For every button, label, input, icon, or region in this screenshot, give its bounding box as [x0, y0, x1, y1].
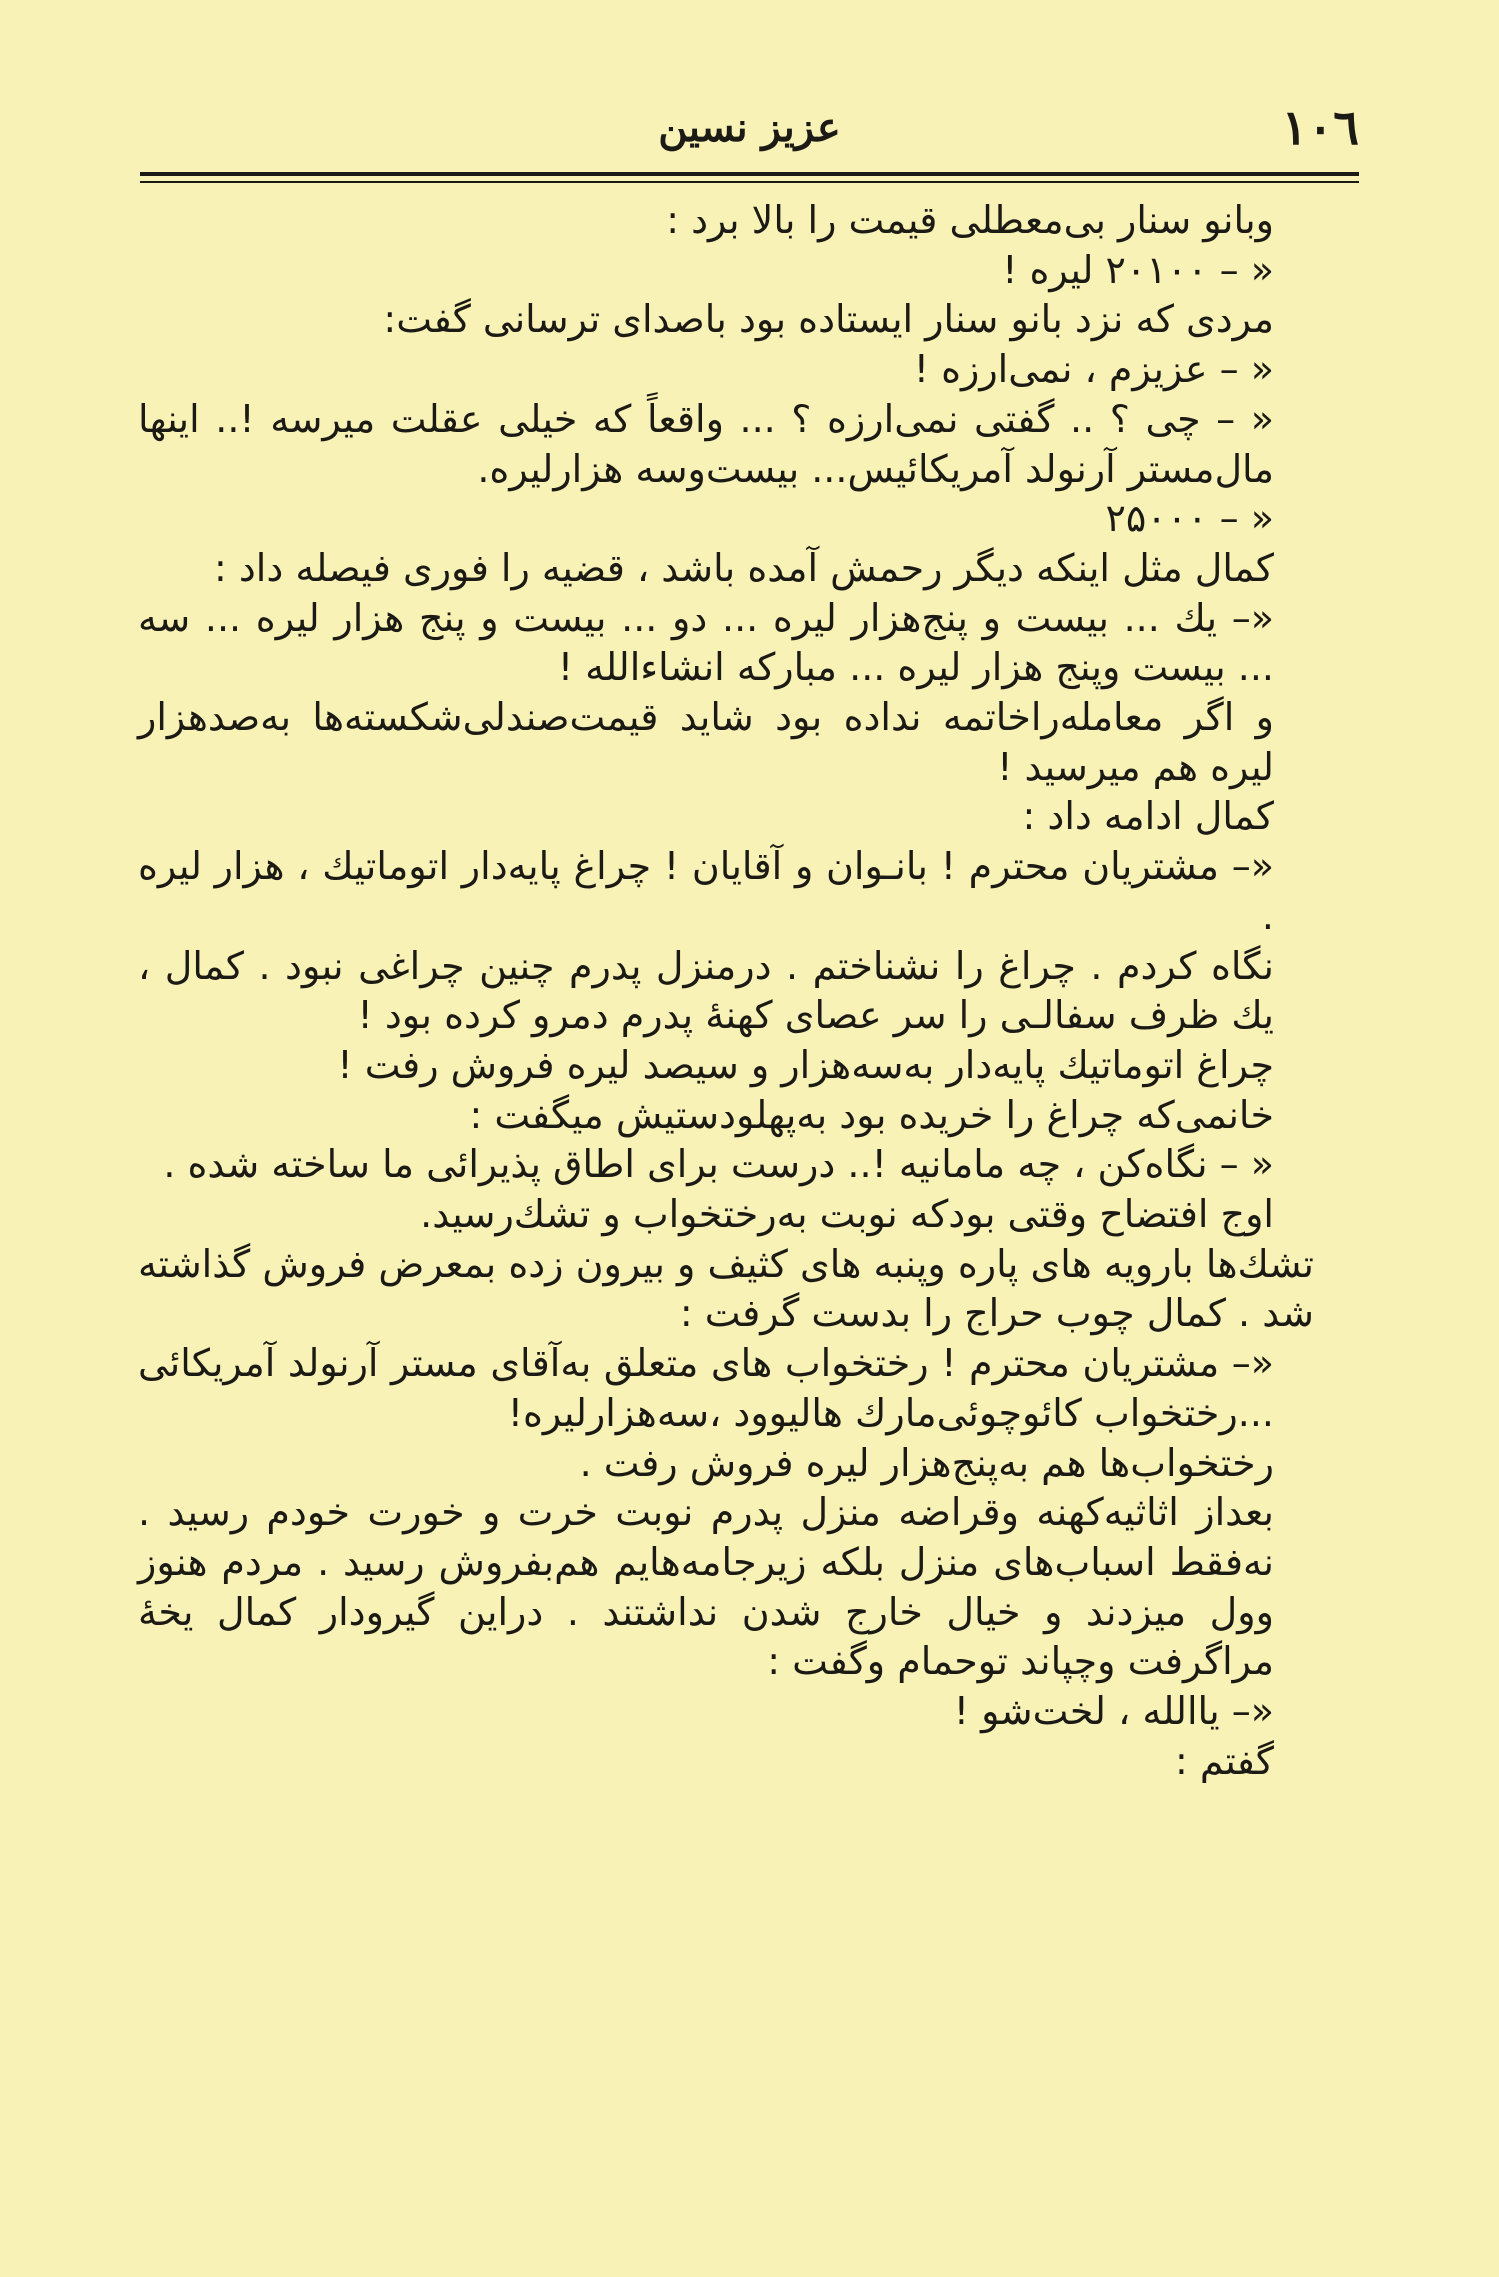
paragraph: بعداز اثاثیه‌کهنه وقراضه منزل پدرم نوبت خرت و خورت خودم رسید . نه‌فقط اسباب‌های منزل بلکه زیرجامه‌هایم هم‌بفروش رسید . مردم هنوز وول میزدند و خیال خارج شدن نداشتند . دراین گیرودار کمال یخهٔ مراگرفت وچپاند توحمام وگفت : [138, 1490, 1274, 1684]
paragraph: کمال ادامه داد : [1022, 794, 1274, 839]
header-rule-thick [140, 172, 1359, 176]
paragraph: خانمی‌که چراغ را خریده بود به‌پهلودستیش میگفت : [469, 1092, 1274, 1137]
paragraph: مردی که نزد بانو سنار ایستاده بود باصدای ترسانی گفت: [383, 297, 1274, 342]
paragraph: چراغ اتوماتیك پایه‌دار به‌سه‌هزار و سیصد لیره فروش رفت ! [337, 1042, 1274, 1087]
paragraph: «– یك ... بیست و پنج‌هزار لیره ... دو ... بیست و پنج هزار لیره ... سه ... بیست وپنج هزار لیره ... مبارکه انشاءالله ! [138, 595, 1274, 690]
paragraph: گفتم : [1175, 1738, 1274, 1783]
paragraph: «– مشتریان محترم ! رختخواب های متعلق به‌آقای مستر آرنولد آمریکائی ...رختخواب کائوچوئی‌مارك هالیوود ،سه‌هزارلیره! [138, 1341, 1274, 1435]
paragraph: « – چی ؟ .. گفتی نمی‌ارزه ؟ ... واقعاً که خیلی عقلت میرسه !.. اینها مال‌مستر آرنولد آمریکائیس... بیست‌وسه هزارلیره. [138, 396, 1274, 491]
running-title: عزیز نسین [658, 104, 841, 151]
body-text [138, 196, 1359, 1787]
paragraph: تشك‌ها بارویه های پاره وپنبه های کثیف و بیرون زده بمعرض فروش گذاشته شد . کمال چوب حراج را بدست گرفت : [138, 1241, 1314, 1336]
paragraph: رختخواب‌ها هم به‌پنج‌هزار لیره فروش رفت . [579, 1440, 1274, 1485]
paragraph: و اگر معامله‌راخاتمه نداده بود شاید قیمت‌صندلی‌شکسته‌ها به‌صدهزار لیره هم میرسید ! [138, 695, 1274, 789]
paragraph: اوج افتضاح وقتی بودکه نوبت به‌رختخواب و تشك‌رسید. [420, 1192, 1274, 1237]
paragraph: نگاه کردم . چراغ را نشناختم . درمنزل پدرم چنین چراغی نبود . کمال ، یك ظرف سفالـی را سر عصای کهنهٔ پدرم دمرو کرده بود ! [138, 943, 1274, 1038]
paragraph: وبانو سنار بی‌معطلی قیمت را بالا برد : [666, 198, 1274, 242]
header-rule-thin [140, 181, 1359, 183]
page-number: ١٠٦ [1281, 100, 1359, 156]
paragraph: « – عزیزم ، نمی‌ارزه ! [913, 347, 1274, 392]
paragraph: « – ۲۵۰۰۰ [1105, 496, 1274, 541]
paragraph: کمال مثل اینکه دیگر رحمش آمده باشد ، قضیه را فوری فیصله داد : [213, 545, 1274, 590]
paragraph: « – ۲۰۱۰۰ لیره ! [1002, 247, 1274, 292]
paragraph: «– مشتریان محترم ! بانـوان و آقایان ! چراغ پایه‌دار اتوماتیك ، هزار لیره . [138, 844, 1274, 938]
paragraph: « – نگاه‌کن ، چه مامانیه !.. درست برای اطاق پذیرائی ما ساخته شده . [163, 1142, 1274, 1187]
paragraph: «– یاالله ، لخت‌شو ! [953, 1689, 1274, 1734]
page-header [140, 100, 1359, 170]
